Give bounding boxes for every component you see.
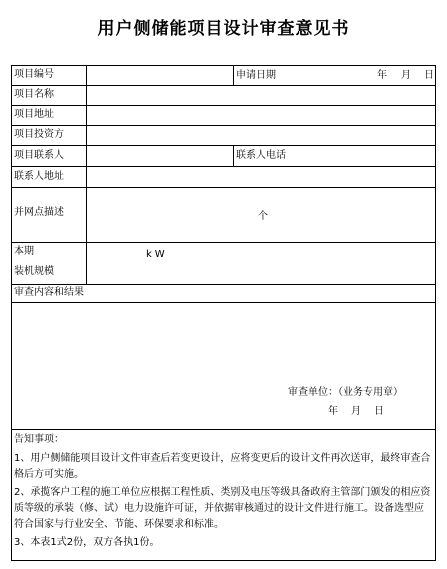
review-date-year: 年 xyxy=(328,406,338,417)
review-unit-seal: 审查单位：（业务专用章） xyxy=(288,387,403,398)
review-date-day: 日 xyxy=(374,406,384,417)
review-date-month: 月 xyxy=(351,406,361,417)
apply-date-label: 申请日期 xyxy=(236,70,276,81)
contact-address-field[interactable] xyxy=(87,168,435,186)
review-form xyxy=(11,65,436,561)
capacity-field[interactable] xyxy=(87,244,435,283)
contact-address-label: 联系人地址 xyxy=(14,171,64,182)
review-content-label: 审查内容和结果 xyxy=(14,287,84,298)
project-address-field[interactable] xyxy=(87,107,435,124)
capacity-unit: kW xyxy=(146,249,168,260)
project-investor-label: 项目投资方 xyxy=(14,129,64,140)
project-name-field[interactable] xyxy=(87,87,435,104)
grid-point-unit: 个 xyxy=(258,211,268,222)
notice-section xyxy=(14,432,433,551)
notice-heading: 告知事项： xyxy=(14,434,64,445)
capacity-label-line1: 本期 xyxy=(14,246,34,257)
notice-item-1: 1、用户侧储能项目设计文件审查后若变更设计，应将变更后的设计文件再次送审，最终审查合格后方可实施。 xyxy=(14,453,431,480)
capacity-label-line2: 装机规模 xyxy=(14,266,54,277)
project-no-label: 项目编号 xyxy=(14,69,54,80)
project-address-label: 项目地址 xyxy=(14,109,54,120)
apply-date-day: 日 xyxy=(424,70,434,81)
project-contact-label: 项目联系人 xyxy=(14,150,64,161)
contact-phone-field[interactable] xyxy=(292,147,435,165)
notice-item-3: 3、本表1式2份，双方各执1份。 xyxy=(14,537,160,548)
apply-date-field[interactable] xyxy=(281,67,435,84)
contact-phone-label: 联系人电话 xyxy=(236,150,286,161)
document-title: 用户侧储能项目设计审查意见书 xyxy=(97,19,350,39)
project-contact-field[interactable] xyxy=(87,147,232,165)
review-content-area[interactable] xyxy=(13,304,435,428)
project-investor-field[interactable] xyxy=(87,127,435,144)
apply-date-month: 月 xyxy=(401,70,411,81)
apply-date-year: 年 xyxy=(377,70,387,81)
grid-point-label: 并网点描述 xyxy=(14,207,64,218)
project-name-label: 项目名称 xyxy=(14,89,54,100)
notice-item-2: 2、承揽客户工程的施工单位应根据工程性质、类别及电压等级具备政府主管部门颁发的相应资质等级的承装（修、试）电力设施许可证，并依据审核通过的设计文件进行施工。设备选型应符合国家与行业安全、节能、环保要求和标准。 xyxy=(14,487,431,530)
project-no-field[interactable] xyxy=(87,67,232,84)
